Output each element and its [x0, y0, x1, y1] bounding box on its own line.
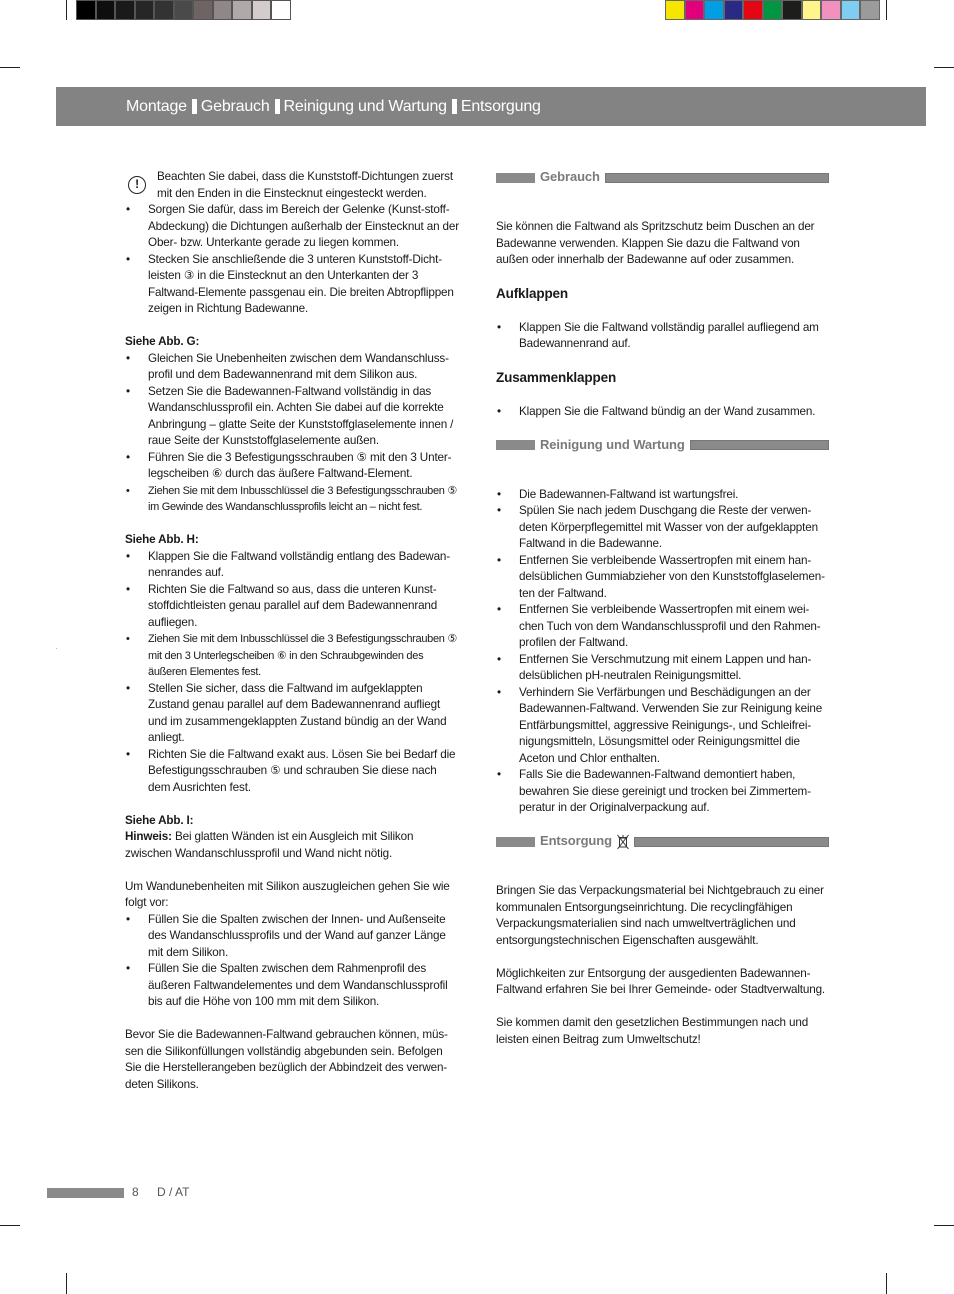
list-item: • Gleichen Sie Unebenheiten zwischen dem Wandanschluss-profil und dem Badewannenrand mit dem Silikon aus.: [125, 351, 460, 384]
list-item: • Setzen Sie die Badewannen-Faltwand vollständig in das Wandanschlussprofil ein. Achten Sie dabei auf die korrekte Anbringung – glatte Seite der Kunststoffglaselemente innen / raue Seite der Kunststoffglaselemente außen.: [125, 384, 460, 450]
calibration-swatch: [193, 0, 213, 20]
crop-mark: [0, 1225, 20, 1226]
section-title: Entsorgung: [540, 833, 612, 849]
grayscale-calibration-strip: [76, 0, 291, 20]
calibration-swatch: [76, 0, 96, 20]
hint-text: Bei glatten Wänden ist ein Ausgleich mit Silikon zwischen Wandanschlussprofil und Wand nicht nötig.: [125, 830, 414, 860]
paragraph: Sie kommen damit den gesetzlichen Bestimmungen nach und leisten einen Beitrag zum Umweltschutz!: [496, 1016, 809, 1046]
section-bar-entsorgung: [496, 833, 829, 850]
right-column: [496, 169, 829, 1048]
crop-mark: [0, 67, 20, 68]
calibration-swatch: [135, 0, 155, 20]
hint-paragraph: [125, 829, 460, 862]
list-item: • Entfernen Sie verbleibende Wassertropfen mit einem wei-chen Tuch von dem Wandanschlussprofil und den Rahmen-profilen der Faltwand.: [496, 602, 829, 652]
list-item: • Spülen Sie nach jedem Duschgang die Reste der verwen-deten Körperpflegemittel mit Wasser von der aufgeklappten Faltwand in die Badewanne.: [496, 503, 829, 553]
list-item: • Entfernen Sie verbleibende Wassertropfen mit einem han-delsüblichen Gummiabzieher von den Kunststoffglaselemen-ten der Faltwand.: [496, 553, 829, 603]
figure-i-heading: Siehe Abb. I:: [125, 813, 194, 827]
list-item: • Füllen Sie die Spalten zwischen der Innen- und Außenseite des Wandanschlussprofils und der Wand auf ganzer Länge mit dem Silikon.: [125, 912, 460, 962]
paragraph: Um Wandunebenheiten mit Silikon auszugleichen gehen Sie wie folgt vor:: [125, 879, 450, 909]
calibration-swatch: [96, 0, 116, 20]
list-item: • Die Badewannen-Faltwand ist wartungsfrei.: [496, 487, 829, 504]
header-montage: Montage: [126, 97, 187, 115]
warning-note: [125, 169, 460, 202]
list-item: • Sorgen Sie dafür, dass im Bereich der Gelenke (Kunst-stoff-Abdeckung) die Dichtungen außerhalb der Einstecknut an der Ober- bzw. Unterkante gerade zu liegen kommen.: [125, 202, 460, 252]
list-item: • Klappen Sie die Faltwand vollständig entlang des Badewan-nenrandes auf.: [125, 549, 460, 582]
hint-label: Hinweis:: [125, 830, 172, 843]
list-item: • Falls Sie die Badewannen-Faltwand demontiert haben, bewahren Sie diese gereinigt und trocken bei Zimmertem-peratur in der Originalverpackung auf.: [496, 767, 829, 817]
calibration-swatch: [174, 0, 194, 20]
subheading-zusammenklappen: Zusammenklappen: [496, 370, 617, 385]
list-figure-g: [125, 351, 460, 516]
calibration-swatch: [724, 0, 744, 20]
calibration-swatch: [271, 0, 291, 20]
calibration-swatch: [704, 0, 724, 20]
list-item: • Klappen Sie die Faltwand vollständig parallel aufliegend am Badewannenrand auf.: [496, 320, 829, 353]
calibration-swatch: [213, 0, 233, 20]
calibration-swatch: [802, 0, 822, 20]
header-reinigung: Reinigung und Wartung: [283, 97, 447, 115]
crossed-bin-icon: [617, 834, 629, 850]
calibration-swatch: [232, 0, 252, 20]
header-gebrauch: Gebrauch: [200, 97, 270, 115]
calibration-swatch: [154, 0, 174, 20]
crop-mark: [886, 1273, 887, 1294]
crop-mark: [934, 1225, 954, 1226]
crop-mark: [66, 0, 67, 20]
warning-text: Beachten Sie dabei, dass die Kunststoff-Dichtungen zuerst mit den Enden in die Einstecknut eingesteckt werden.: [157, 170, 453, 200]
crop-mark: [886, 0, 887, 20]
list-item: • Klappen Sie die Faltwand bündig an der Wand zusammen.: [496, 404, 829, 421]
header-separator: [275, 99, 280, 114]
calibration-swatch: [665, 0, 685, 20]
calibration-swatch: [841, 0, 861, 20]
calibration-swatch: [252, 0, 272, 20]
warning-icon: !: [128, 176, 146, 194]
list-aufklappen: [496, 320, 829, 353]
list-item: • Stellen Sie sicher, dass die Faltwand im aufgeklappten Zustand genau parallel auf dem Badewannenrand aufliegt und im zusammengeklappten Zustand bündig an der Wand anliegt.: [125, 681, 460, 747]
list-figure-h: [125, 549, 460, 797]
list-reinigung: [496, 487, 829, 817]
crop-mark: [934, 67, 954, 68]
calibration-swatch: [782, 0, 802, 20]
calibration-swatch: [685, 0, 705, 20]
subheading-aufklappen: Aufklappen: [496, 286, 569, 301]
calibration-swatch: [821, 0, 841, 20]
list-item: • Ziehen Sie mit dem Inbusschlüssel die 3 Befestigungsschrauben ⑤ mit den 3 Unterlegscheiben ⑥ in den Schraubgewinden des äußeren Elementes fest.: [125, 631, 460, 681]
section-title: Gebrauch: [540, 169, 600, 185]
header-entsorgung: Entsorgung: [460, 97, 541, 115]
left-column: [125, 169, 460, 1093]
list-zusammenklappen: [496, 404, 829, 421]
figure-g-heading: Siehe Abb. G:: [125, 335, 200, 348]
section-header-bar: [56, 87, 926, 126]
list-item: • Richten Sie die Faltwand exakt aus. Lösen Sie bei Bedarf die Befestigungsschrauben ⑤ und schrauben Sie diese nach dem Ausrichten fest.: [125, 747, 460, 797]
calibration-swatch: [115, 0, 135, 20]
paragraph: Möglichkeiten zur Entsorgung der ausgedienten Badewannen-Faltwand erfahren Sie bei Ihrer Gemeinde- oder Stadtverwaltung.: [496, 966, 826, 996]
paragraph: Bringen Sie das Verpackungsmaterial bei Nichtgebrauch zu einer kommunalen Entsorgungseinrichtung. Die recyclingfähigen Verpackungsmaterialien sind nach umweltverträglichen und entsorgungstechnischen Eigenschaften ausgewählt.: [496, 884, 824, 947]
list-seal-steps: [125, 202, 460, 318]
header-separator: [452, 99, 457, 114]
calibration-swatch: [763, 0, 783, 20]
list-item: • Stecken Sie anschließende die 3 unteren Kunststoff-Dicht-leisten ③ in die Einstecknut an den Unterkanten der 3 Faltwand-Elemente passgenau ein. Die breiten Abtropflippen zeigen in Richtung Badewanne.: [125, 252, 460, 318]
stray-mark: ·: [55, 644, 58, 653]
calibration-swatch: [860, 0, 880, 20]
figure-h-heading: Siehe Abb. H:: [125, 533, 199, 546]
page-number: 8: [132, 1185, 139, 1199]
list-item: • Verhindern Sie Verfärbungen und Beschädigungen an der Badewannen-Faltwand. Verwenden Sie zur Reinigung keine Entfärbungsmittel, aggressive Reinigungs-, und Schleifrei-nigungsmitteln, Lösungsmittel oder Reinigungsmittel die Aceton und Chlor enthalten.: [496, 685, 829, 768]
calibration-swatch: [743, 0, 763, 20]
list-item: • Führen Sie die 3 Befestigungsschrauben ⑤ mit den 3 Unter-legscheiben ⑥ durch das äußere Faltwand-Element.: [125, 450, 460, 483]
language-label: D / AT: [157, 1185, 190, 1199]
paragraph: Bevor Sie die Badewannen-Faltwand gebrauchen können, müs-sen die Silikonfüllungen vollständig abgebunden sein. Befolgen Sie die Herstellerangeben bezüglich der Abbindzeit des verwen-deten Silikons.: [125, 1028, 448, 1091]
crop-mark: [66, 1273, 67, 1294]
section-title: Reinigung und Wartung: [540, 436, 685, 452]
list-item: • Richten Sie die Faltwand so aus, dass die unteren Kunst-stoffdichtleisten genau parallel auf dem Badewannenrand aufliegen.: [125, 582, 460, 632]
section-bar-reinigung: [496, 437, 829, 454]
footer-bar: [47, 1188, 124, 1198]
paragraph: Sie können die Faltwand als Spritzschutz beim Duschen an der Badewanne verwenden. Klappen Sie dazu die Faltwand von außen oder innerhalb der Badewanne auf oder zusammen.: [496, 220, 815, 266]
list-item: • Füllen Sie die Spalten zwischen dem Rahmenprofil des äußeren Faltwandelementes und dem Wandanschlussprofil bis auf die Höhe von 100 mm mit dem Silikon.: [125, 961, 460, 1011]
section-bar-gebrauch: [496, 169, 829, 186]
header-separator: [192, 99, 197, 114]
color-calibration-strip: [665, 0, 880, 20]
list-figure-i: [125, 912, 460, 1011]
list-item: • Entfernen Sie Verschmutzung mit einem Lappen und han-delsüblichen pH-neutralen Reinigungsmittel.: [496, 652, 829, 685]
list-item: • Ziehen Sie mit dem Inbusschlüssel die 3 Befestigungsschrauben ⑤ im Gewinde des Wandanschlussprofils leicht an – nicht fest.: [125, 483, 460, 516]
